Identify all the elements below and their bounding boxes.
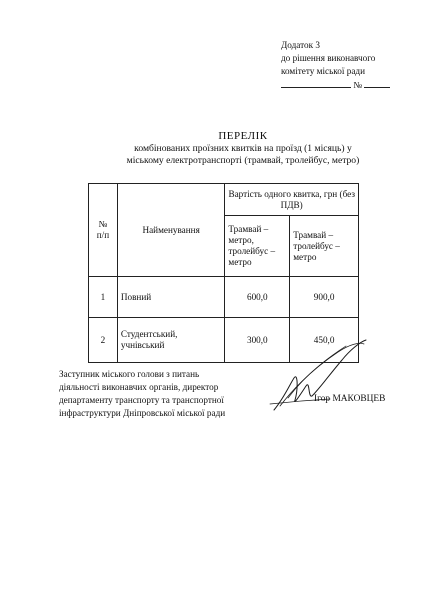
row-number: 1: [89, 277, 118, 318]
signatory-line-1: Заступник міського голови з питань: [59, 369, 200, 379]
col-tram-metro-header: Трамвай – метро, тролейбус – метро: [225, 216, 290, 277]
number-blank: [364, 78, 390, 88]
row-number: 2: [89, 318, 118, 363]
signatory-position: [59, 368, 259, 420]
heading-line-2: міському електротранспорті (трамвай, тролейбус, метро): [126, 155, 360, 166]
appendix-committee-line: комітету міської ради: [281, 66, 365, 76]
handwritten-signature-icon: [268, 338, 372, 418]
row-name: Повний: [117, 277, 225, 318]
col-cost-header: Вартість одного квитка, грн (без ПДВ): [225, 184, 359, 216]
document-title: ПЕРЕЛІК: [218, 130, 268, 142]
col-tram-trolley-metro-header: Трамвай – тролейбус – метро: [290, 216, 359, 277]
appendix-decision-line: до рішення виконавчого: [281, 53, 376, 63]
row-price-2: 450,0: [290, 318, 359, 363]
signer-name: Ігор МАКОВЦЕВ: [314, 394, 386, 404]
col-number-header: № п/п: [89, 184, 118, 277]
appendix-number-line: [281, 78, 416, 92]
heading-line-1: комбінованих проїзних квитків на проїзд (1 місяць) у: [134, 143, 352, 154]
row-name: Студентський, учнівський: [117, 318, 225, 363]
appendix-header: [281, 39, 416, 92]
signatory-line-3: департаменту транспорту та транспортної: [59, 395, 224, 405]
table-header-row: [89, 184, 359, 216]
number-sign: №: [353, 80, 363, 90]
signatory-line-4: інфраструктури Дніпровської міської ради: [59, 408, 226, 418]
price-table: [88, 183, 359, 363]
signatory-line-2: діяльності виконавчих органів, директор: [59, 382, 219, 392]
row-price-1: 600,0: [225, 277, 290, 318]
col-name-header: Найменування: [117, 184, 225, 277]
row-price-1: 300,0: [225, 318, 290, 363]
date-blank: [281, 78, 351, 88]
table-row: [89, 277, 359, 318]
document-heading: [60, 130, 423, 167]
row-price-2: 900,0: [290, 277, 359, 318]
appendix-label: Додаток 3: [281, 40, 320, 50]
